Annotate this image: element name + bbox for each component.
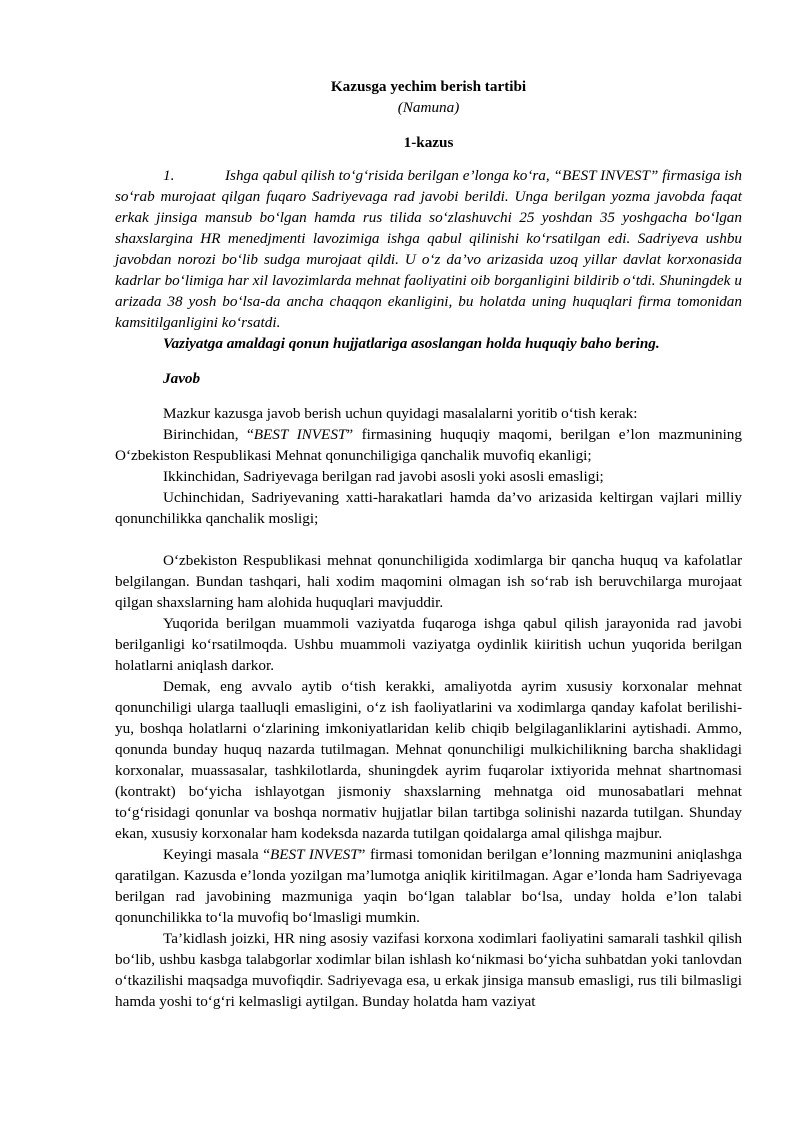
- case-number: 1.: [163, 167, 175, 184]
- answer-point-1: [115, 424, 742, 466]
- answer-heading: Javob: [163, 370, 201, 387]
- firm-name: BEST INVEST: [253, 426, 347, 443]
- body-paragraph-5: Ta’kidlash joizki, HR ning asosiy vazifasi korxona xodimlari faoliyatini samarali tashkil qilish bo‘lib, ushbu kasbga talabgorlar xodimlar bilan ishlash ko‘nikmasi bo‘yicha suhbatdan yoki tanlovdan o‘tkazilishi maqsadga muvofiqdir. Sadriyevaga esa, u erkak jinsiga mansub emasligi, rus tili bilmasligi hamda yoshi to‘g‘ri kelmasligi aytilgan. Bunday holatda ham vaziyat: [115, 930, 742, 1010]
- answer-point-1-a: Birinchidan, “: [163, 426, 254, 443]
- answer-lead: Mazkur kazusga javob berish uchun quyidagi masalalarni yoritib o‘tish kerak:: [163, 405, 638, 422]
- answer-point-2: Ikkinchidan, Sadriyevaga berilgan rad javobi asosli yoki asosli emasligi;: [163, 468, 604, 485]
- case-task: Vaziyatga amaldagi qonun hujjatlariga asoslangan holda huquqiy baho bering.: [163, 335, 660, 352]
- body-paragraph-1: O‘zbekiston Respublikasi mehnat qonunchiligida xodimlarga bir qancha huquq va kafolatlar belgilangan. Bundan tashqari, hali xodim maqomini olmagan ish so‘rab ish beruvchilarga murojaat qilgan shaxslarning ham alohida huquqlari mavjuddir.: [115, 552, 742, 611]
- case-text: Ishga qabul qilish to‘g‘risida berilgan e’longa ko‘ra, “BEST INVEST” firmasiga ish so‘rab murojaat qilgan fuqaro Sadriyevaga rad javobi berildi. Unga berilgan yozma javobda faqat erkak jinsiga mansub bo‘lgan hamda rus tilida so‘zlashuvchi 25 yoshdan 35 yoshgacha bo‘lgan shaxslargina HR menedjmenti lavozimiga ishga qabul qilinishi ko‘rsatilgan edi. Sadriyeva ushbu javobdan norozi bo‘lib sudga murojaat qildi. U o‘z da’vo arizasida uzoq yillar davlat korxonasida kadrlar bo‘limiga har xil lavozimlarda mehnat faoliyatini oib borganligini bildirib o‘tdi. Shuningdek u arizada 38 yosh bo‘lsa-da ancha chaqqon ekanligini, bu holatda uning huquqlari firma tomonidan kamsitilganligini ko‘rsatdi.: [115, 167, 742, 331]
- case-description: [115, 165, 742, 333]
- case-title: 1-kazus: [403, 134, 454, 151]
- document-page: [115, 76, 742, 1012]
- firm-name-2: BEST INVEST: [269, 846, 359, 863]
- body-paragraph-4-b: ” firmasi tomonidan berilgan e’lonning mazmunini aniqlashga qaratilgan. Kazusda e’londa yozilgan ma’lumotga aniqlik kiritilmagan. Agar e’londa ham Sadriyevaga berilgan rad javobining mazmuniga yaqin bo‘lgan talablar bo‘lsa, unday holda e’lon talabi qonunchilikka to‘la muvofiq bo‘lmasligi mumkin.: [115, 846, 742, 926]
- body-paragraph-4-a: Keyingi masala “: [163, 846, 270, 863]
- document-title: Kazusga yechim berish tartibi: [330, 78, 527, 95]
- document-subtitle: (Namuna): [397, 99, 460, 116]
- answer-point-3: Uchinchidan, Sadriyevaning xatti-harakatlari hamda da’vo arizasida keltirgan vajlari milliy qonunchilikka qanchalik mosligi;: [115, 489, 742, 527]
- body-paragraph-4: [115, 844, 742, 928]
- paragraph-gap: [115, 529, 742, 550]
- answer-point-1-b: ” firmasining huquqiy maqomi, berilgan e’lon mazmunining O‘zbekiston Respublikasi Mehnat qonunchiligiga qanchalik muvofiq ekanligi;: [115, 426, 742, 464]
- body-paragraph-2: Yuqorida berilgan muammoli vaziyatda fuqaroga ishga qabul qilish jarayonida rad javobi berilganligi ko‘rsatilmoqda. Ushbu muammoli vaziyatga oydinlik kiiritish uchun yuqorida berilgan holatlarni aniqlash darkor.: [115, 615, 742, 674]
- body-paragraph-3: Demak, eng avvalo aytib o‘tish kerakki, amaliyotda ayrim xususiy korxonalar mehnat qonunchiligi ularga taalluqli emasligini, o‘z ish faoliyatlarini va xodimlarga qanday kafolat berilishi-yu, boshqa holatlarni o‘zlarining imkoniyatlaridan kelib chiqib belgilaganliklarini aytishadi. Ammo, qonunda bunday huquq nazarda tutilmagan. Mehnat qonunchiligi mulkichilikning barcha shaklidagi korxonalar, muassasalar, tashkilotlarda, shuningdek ayrim fuqarolar ixtiyorida mehnat shartnomasi (kontrakt) bo‘yicha ishlayotgan jismoniy shaxslarning mehnatga oid munosabatlari mehnat to‘g‘risidagi qonunlar va boshqa normativ hujjatlar bilan tartibga solinishi nazarda tutilgan. Shunday ekan, xususiy korxonalar ham kodeksda nazarda tutilgan qoidalarga amal qilishga majbur.: [115, 678, 742, 842]
